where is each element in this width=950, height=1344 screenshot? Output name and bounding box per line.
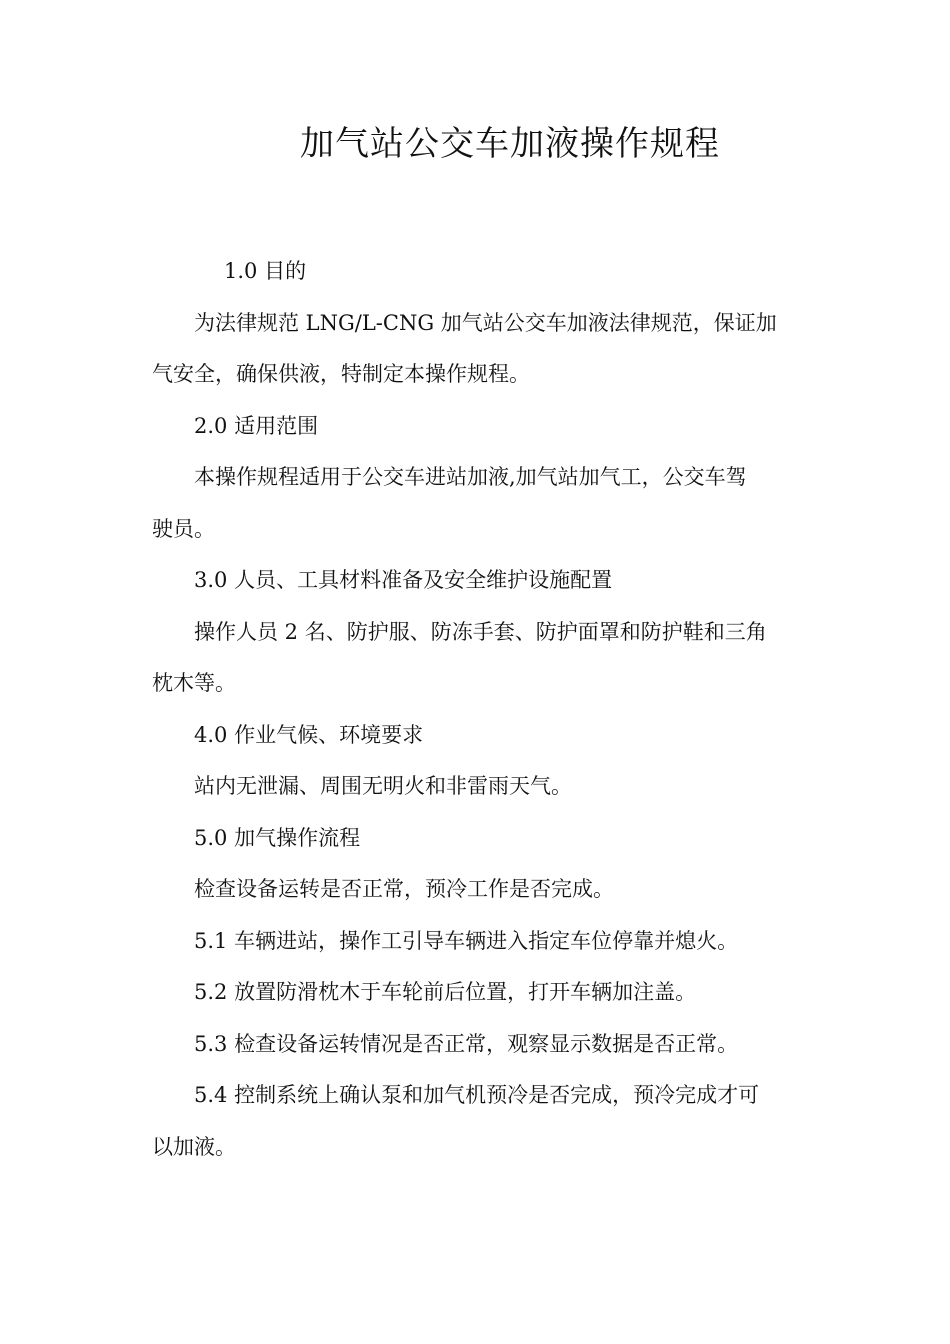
paragraph-line: 检查设备运转是否正常，预冷工作是否完成。 xyxy=(194,877,614,901)
paragraph-line: 站内无泄漏、周围无明火和非雷雨天气。 xyxy=(194,774,572,798)
section-heading-purpose: 1.0 目的 xyxy=(224,259,307,283)
procedure-step: 5.3 检查设备运转情况是否正常，观察显示数据是否正常。 xyxy=(194,1031,739,1056)
paragraph-line: 气安全，确保供液，特制定本操作规程。 xyxy=(152,362,530,386)
section-heading-scope: 2.0 适用范围 xyxy=(194,413,319,438)
paragraph-line: 枕木等。 xyxy=(152,671,236,695)
document-body xyxy=(152,246,802,1173)
paragraph-line: 本操作规程适用于公交车进站加液,加气站加气工，公交车驾 xyxy=(194,465,747,489)
paragraph-line: 为法律规范 LNG/L-CNG 加气站公交车加液法律规范，保证加 xyxy=(194,310,777,335)
paragraph-line: 操作人员 2 名、防护服、防冻手套、防护面罩和防护鞋和三角 xyxy=(194,619,767,644)
section-heading-procedure: 5.0 加气操作流程 xyxy=(194,825,361,850)
procedure-step: 5.2 放置防滑枕木于车轮前后位置，打开车辆加注盖。 xyxy=(194,980,697,1004)
procedure-step: 5.1 车辆进站，操作工引导车辆进入指定车位停靠并熄火。 xyxy=(194,928,739,953)
section-heading-environment: 4.0 作业气候、环境要求 xyxy=(194,722,424,747)
document-title: 加气站公交车加液操作规程 xyxy=(300,124,720,164)
paragraph-line: 以加液。 xyxy=(152,1134,236,1159)
procedure-step: 5.4 控制系统上确认泵和加气机预冷是否完成，预冷完成才可 xyxy=(194,1083,760,1107)
section-heading-preparation: 3.0 人员、工具材料准备及安全维护设施配置 xyxy=(194,568,613,592)
paragraph-line: 驶员。 xyxy=(152,516,215,541)
